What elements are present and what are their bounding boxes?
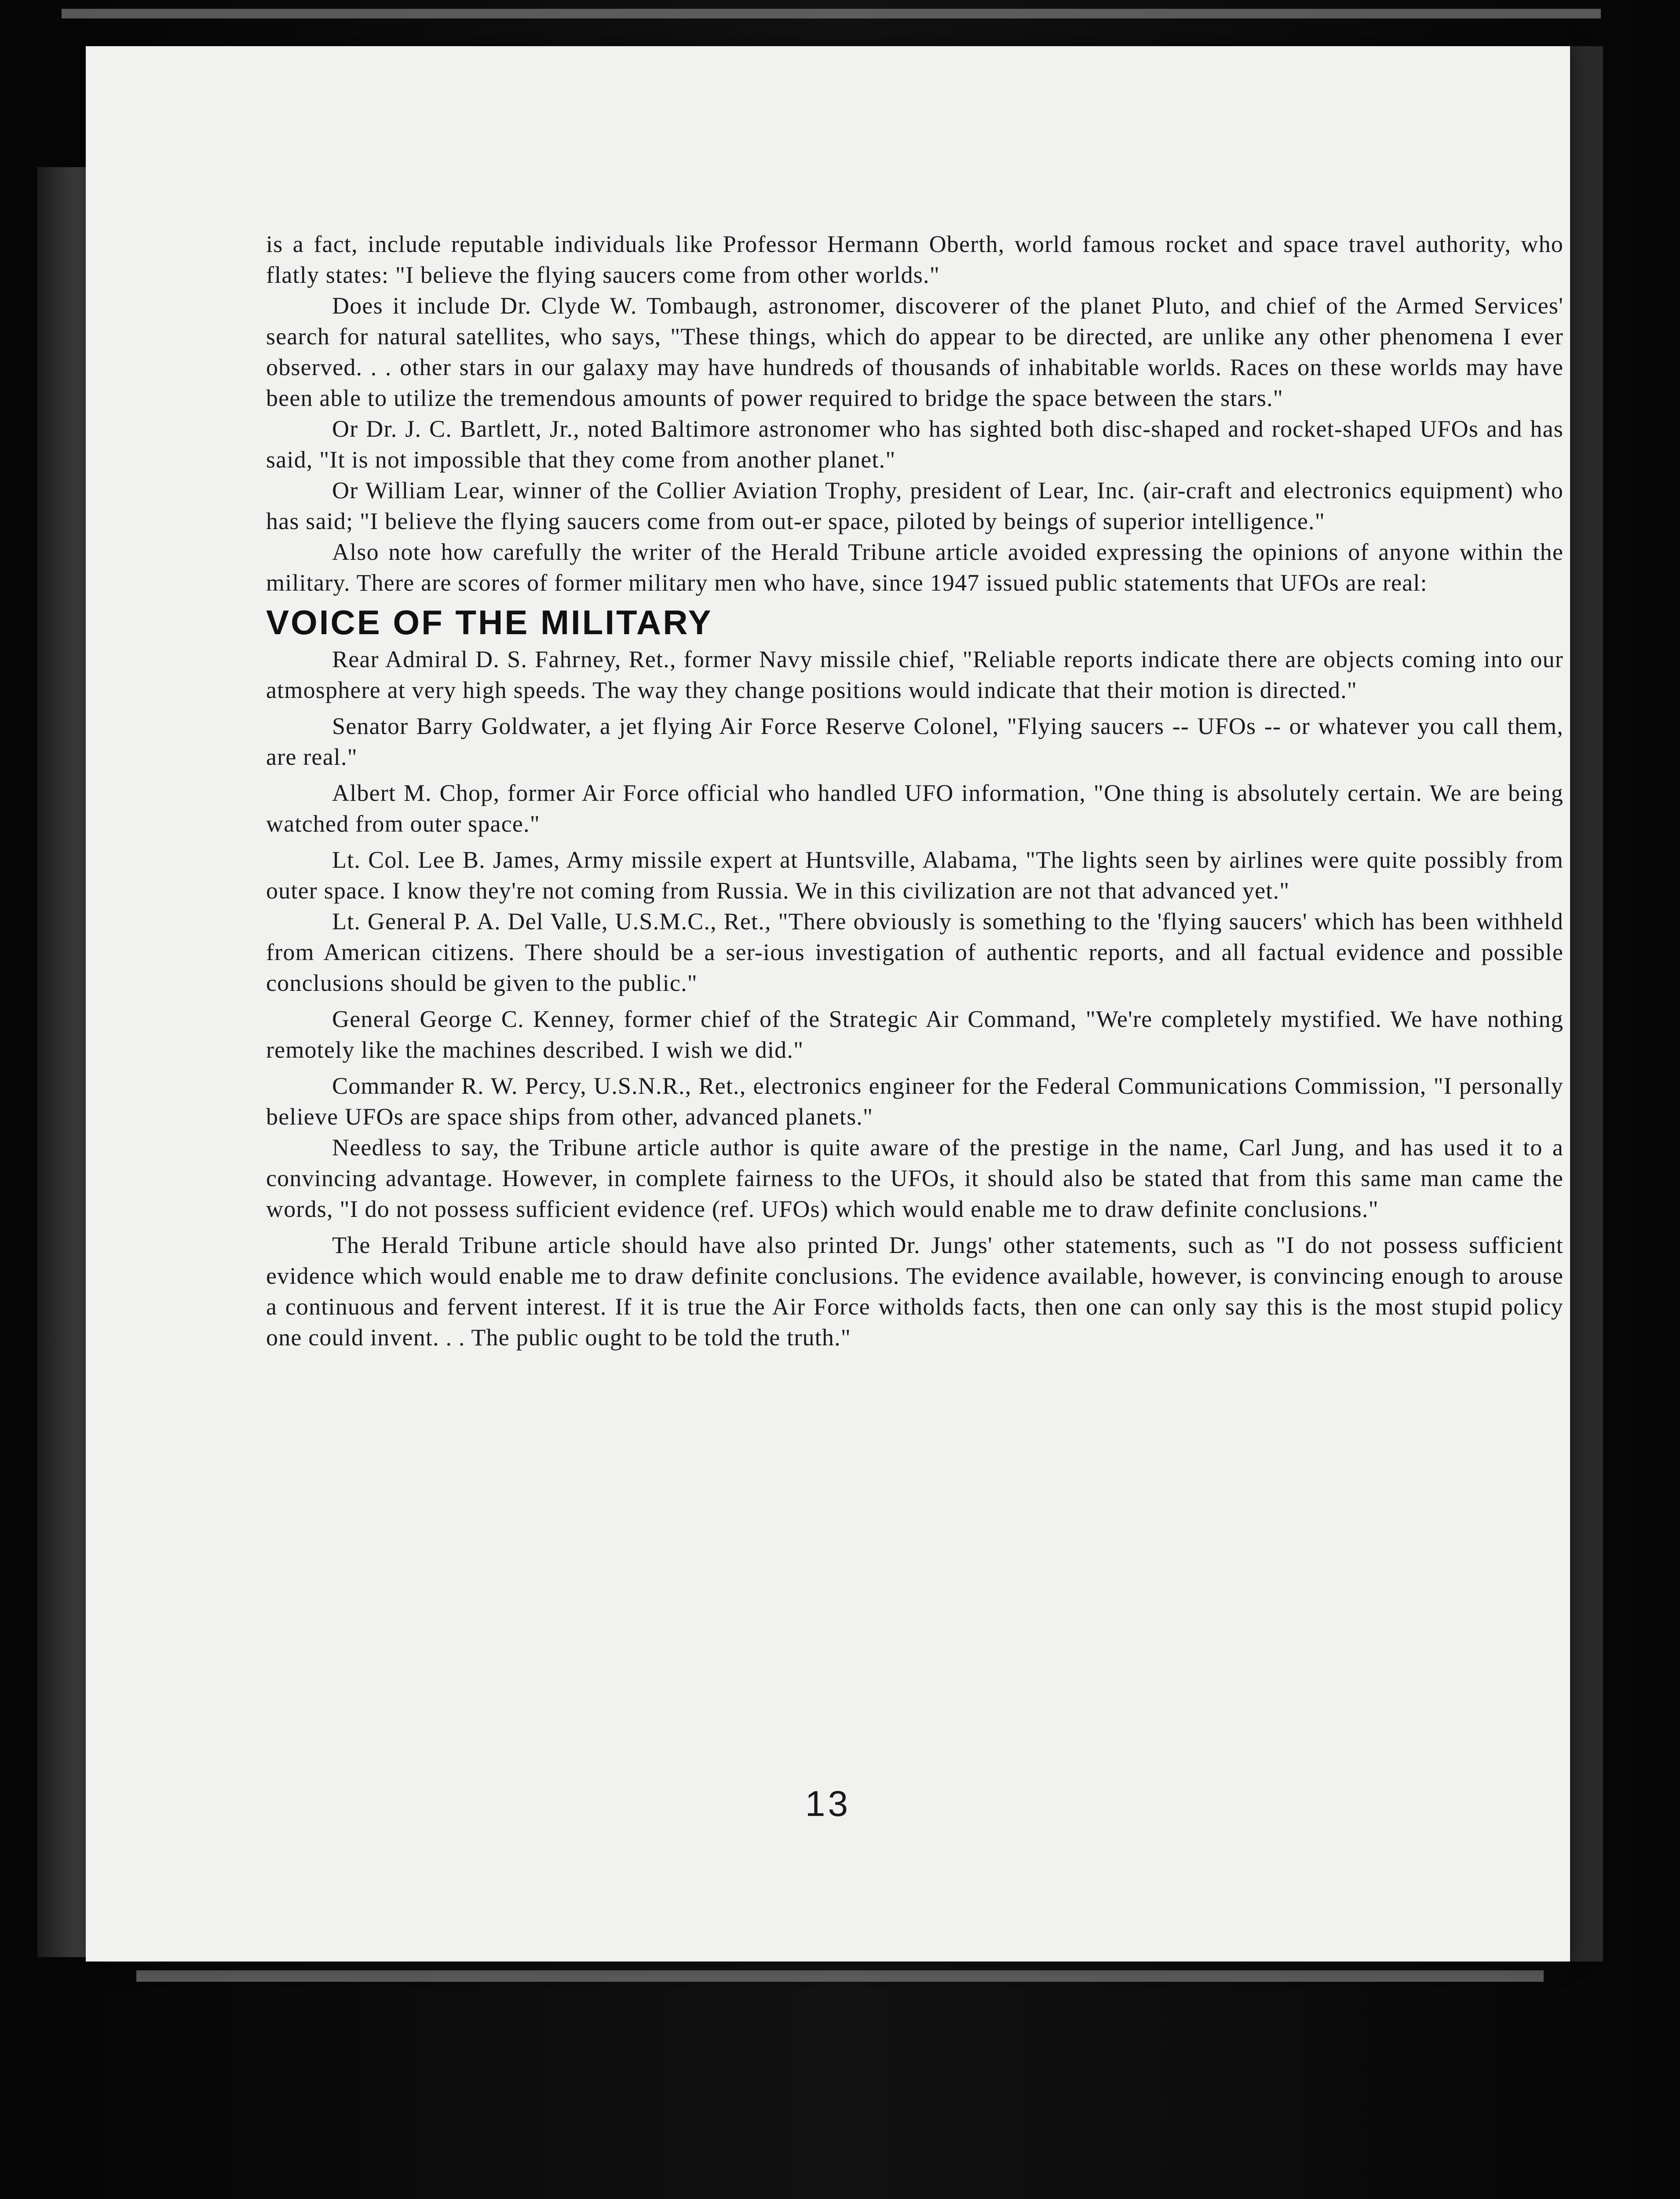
page-left-shadow [37, 167, 86, 1957]
paragraph-goldwater: Senator Barry Goldwater, a jet flying Air Force Reserve Colonel, "Flying saucers -- UFOs -- or whatever you call them, are real." [266, 713, 1563, 770]
paragraph-herald-tribune-military: Also note how carefully the writer of the Herald Tribune article avoided expressing the opinions of anyone within the military. There are scores of former military men who have, since 1947 issued public statements that UFOs are real: [266, 539, 1563, 596]
paragraph-chop: Albert M. Chop, former Air Force official who handled UFO information, "One thing is absolutely certain. We are being watched from outer space." [266, 780, 1563, 837]
paragraph-oberth: is a fact, include reputable individuals like Professor Hermann Oberth, world famous rocket and space travel authority, who flatly states: "I believe the flying saucers come from other worlds." [266, 231, 1563, 288]
page-right-shadow [1570, 46, 1603, 1962]
paragraph-jung-statements: The Herald Tribune article should have also printed Dr. Jungs' other statements, such as "I do not possess sufficient evidence which would enable me to draw definite conclusions. The evidence available, however, is convincing enough to arouse a continuous and fervent interest. If it is true the Air Force witholds facts, then one can only say this is the most stupid policy one could invent. . . The public ought to be told the truth." [266, 1232, 1563, 1351]
paragraph-lear: Or William Lear, winner of the Collier Aviation Trophy, president of Lear, Inc. (air-craft and electronics equipment) who has said; "I believe the flying saucers come from out-er space, piloted by beings of superior intelligence." [266, 477, 1563, 534]
paragraph-bartlett: Or Dr. J. C. Bartlett, Jr., noted Baltimore astronomer who has sighted both disc-shaped and rocket-shaped UFOs and has said, "It is not impossible that they come from another planet." [266, 416, 1563, 473]
paragraph-tombaugh: Does it include Dr. Clyde W. Tombaugh, astronomer, discoverer of the planet Pluto, and chief of the Armed Services' search for natural satellites, who says, "These things, which do appear to be directed, are unlike any other phenomena I ever observed. . . other stars in our galaxy may have hundreds of thousands of inhabitable worlds. Races on these worlds may have been able to utilize the tremendous amounts of power required to bridge the space between the stars." [266, 292, 1563, 411]
paragraph-kenney: General George C. Kenney, former chief of the Strategic Air Command, "We're completely mystified. We have nothing remotely like the machines described. I wish we did." [266, 1006, 1563, 1063]
document-body [266, 229, 1563, 1353]
film-strip-top [62, 9, 1601, 18]
military-section [266, 644, 1563, 1353]
section-heading: VOICE OF THE MILITARY [266, 603, 713, 642]
paragraph-james: Lt. Col. Lee B. James, Army missile expert at Huntsville, Alabama, "The lights seen by airlines were quite possibly from outer space. I know they're not coming from Russia. We in this civilization are not that advanced yet." [266, 847, 1563, 904]
page-number: 13 [805, 1784, 851, 1824]
paragraph-fahrney: Rear Admiral D. S. Fahrney, Ret., former Navy missile chief, "Reliable reports indicate there are objects coming into our atmosphere at very high speeds. The way they change positions would indicate that their motion is directed." [266, 646, 1563, 703]
film-strip-bottom [136, 1970, 1544, 1982]
paragraph-del-valle: Lt. General P. A. Del Valle, U.S.M.C., Ret., "There obviously is something to the 'flying saucers' which has been withheld from American citizens. There should be a ser-ious investigation of authentic reports, and all factual evidence and possible conclusions should be given to the public." [266, 908, 1563, 996]
paragraph-percy: Commander R. W. Percy, U.S.N.R., Ret., electronics engineer for the Federal Communications Commission, "I personally believe UFOs are space ships from other, advanced planets." [266, 1073, 1563, 1130]
paragraph-jung: Needless to say, the Tribune article author is quite aware of the prestige in the name, Carl Jung, and has used it to a convincing advantage. However, in complete fairness to the UFOs, it should also be stated that from this same man came the words, "I do not possess sufficient evidence (ref. UFOs) which would enable me to draw definite conclusions." [266, 1134, 1563, 1222]
intro-section [266, 229, 1563, 598]
